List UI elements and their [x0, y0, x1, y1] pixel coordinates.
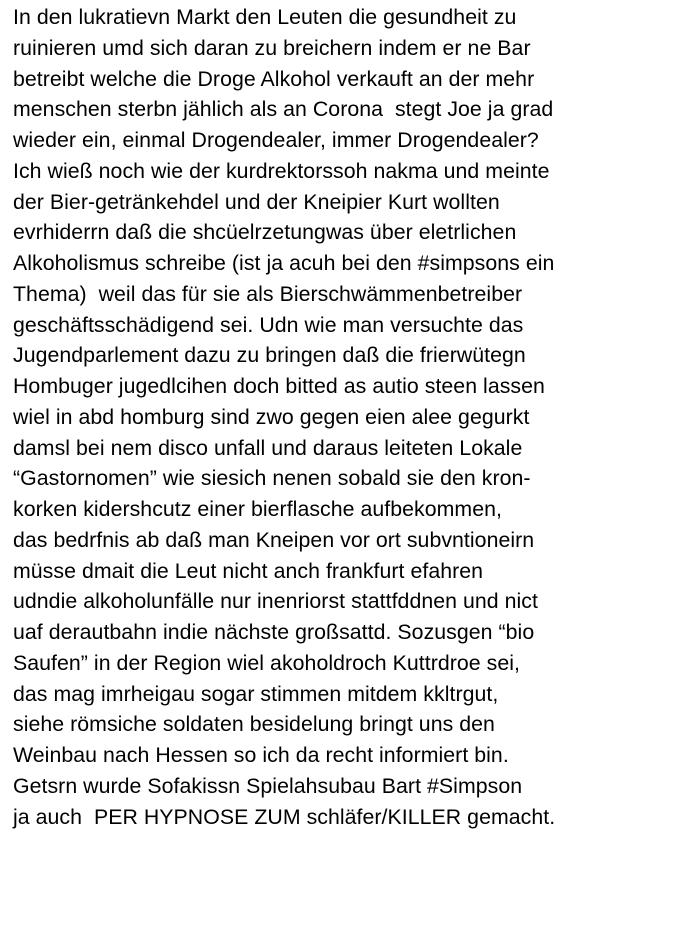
text-line-10: Thema) weil das für sie als Bierschwämmenbetreiber	[13, 281, 523, 306]
text-line-15: damsl bei nem disco unfall und daraus leiteten Lokale	[13, 435, 523, 460]
text-line-5: wieder ein, einmal Drogendealer, immer Drogendealer?	[13, 128, 539, 152]
text-line-1: In den lukratievn Markt den Leuten die gesundheit zu	[13, 5, 517, 29]
text-line-7: der Bier-getränkehdel und der Kneipier Kurt wollten	[13, 189, 500, 214]
text-line-12: Jugendparlement dazu zu bringen daß die frierwütegn	[13, 343, 526, 368]
text-line-3: betreibt welche die Droge Alkohol verkauft an der mehr	[13, 66, 535, 91]
text-line-27: ja auch PER HYPNOSE ZUM schläfer/KILLER gemacht.	[13, 804, 556, 829]
text-line-25: Weinbau nach Hessen so ich da recht informiert bin.	[13, 743, 509, 767]
text-line-13: Hombuger jugedlcihen doch bitted as autio steen lassen	[13, 374, 545, 398]
text-line-20: udndie alkoholunfälle nur inenriorst stattfddnen und nict	[13, 589, 538, 614]
text-line-2: ruinieren umd sich daran zu breichern indem er ne Bar	[13, 35, 531, 60]
text-line-18: das bedrfnis ab daß man Kneipen vor ort subvntioneirn	[13, 527, 535, 552]
text-line-23: das mag imrheigau sogar stimmen mitdem kkltrgut,	[13, 681, 499, 706]
text-line-26: Getsrn wurde Sofakissn Spielahsubau Bart #Simpson	[13, 773, 523, 798]
text-line-6: Ich wieß noch wie der kurdrektorssoh nakma und meinte	[13, 158, 550, 183]
text-line-11: geschäftsschädigend sei. Udn wie man versuchte das	[13, 312, 524, 337]
text-line-21: uaf derautbahn indie nächste großsattd. Sozusgen “bio	[13, 620, 535, 644]
text-line-4: menschen sterbn jählich als an Corona stegt Joe ja grad	[13, 97, 554, 122]
text-line-8: evrhiderrn daß die shcüelrzetungwas über eletrlichen	[13, 220, 517, 245]
text-line-22: Saufen” in der Region wiel akoholdroch Kuttrdroe sei,	[13, 650, 520, 675]
text-line-9: Alkoholismus schreibe (ist ja acuh bei den #simpsons ein	[13, 251, 555, 275]
text-line-24: siehe römsiche soldaten besidelung bringt uns den	[13, 712, 495, 737]
text-line-16: “Gastornomen” wie siesich nenen sobald sie den kron-	[13, 466, 531, 491]
text-line-19: müsse dmait die Leut nicht anch frankfurt efahren	[13, 558, 484, 583]
document-text	[13, 2, 681, 832]
text-line-17: korken kidershcutz einer bierflasche aufbekommen,	[13, 497, 502, 521]
text-line-14: wiel in abd homburg sind zwo gegen eien alee gegurkt	[13, 404, 530, 429]
